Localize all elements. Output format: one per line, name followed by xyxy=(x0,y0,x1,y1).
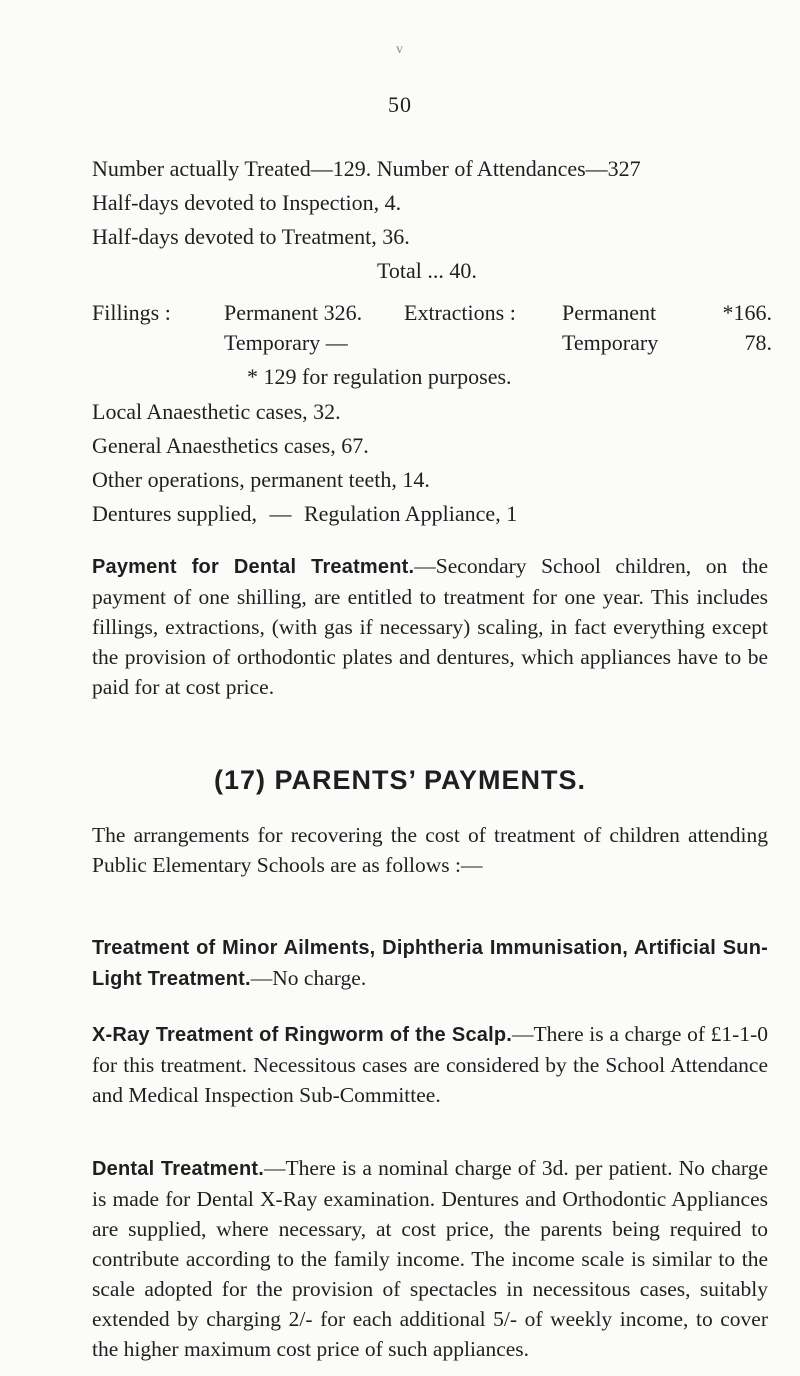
dentures-line xyxy=(92,497,772,531)
fillings-temporary: Temporary — xyxy=(224,330,348,355)
minor-ailments-paragraph xyxy=(92,932,768,994)
dental-text: —There is a nominal charge of 3d. per patient. No charge is made for Dental X-Ray examination. Dentures and Orthodontic Appliances are supplied, where necessary, at cost price, the parents being required to contribute according to the family income. The income scale is similar to the scale adopted for the provision of spectacles in necessitous cases, suitably extended by charging 2/- for each additional 5/- of weekly income, to cover the higher maximum cost price of such appliances. xyxy=(92,1156,768,1361)
extractions-label: Extractions : xyxy=(404,300,516,325)
xray-text: —There is a charge of £1-1-0 for this treatment. Necessitous cases are considered by the School Attendance and Medical Inspection Sub-Committee. xyxy=(92,1022,768,1107)
payment-paragraph xyxy=(92,551,768,702)
fillings-row-temporary xyxy=(92,328,772,358)
minor-ailments-heading: Treatment of Minor Ailments, Diphtheria Immunisation, Artificial Sun-Light Treatment. xyxy=(92,937,768,990)
dental-paragraph xyxy=(92,1153,768,1364)
local-anaesthetic-line: Local Anaesthetic cases, 32. xyxy=(92,399,341,424)
fillings-extractions-table xyxy=(92,298,772,392)
dentures-supplied: Dentures supplied, xyxy=(92,501,257,526)
regulation-note: * 129 for regulation purposes. xyxy=(247,364,512,389)
page-mark: v xyxy=(396,42,403,57)
minor-ailments-text: —No charge. xyxy=(250,966,367,990)
other-operations-line: Other operations, permanent teeth, 14. xyxy=(92,467,430,492)
arrangements-paragraph xyxy=(92,820,768,880)
payment-text: —Secondary School children, on the payment of one shilling, are entitled to treatment for one year. This includes fillings, extractions, (with gas if necessary) scaling, in fact everything except the provision of orthodontic plates and dentures, which appliances have to be paid for at cost price. xyxy=(92,554,769,699)
stats-treatment-line: Half-days devoted to Treatment, 36. xyxy=(92,224,410,249)
extractions-temporary-label: Temporary xyxy=(562,330,659,355)
arrangements-text: The arrangements for recovering the cost of treatment of children attending Public Elementary Schools are as follows :— xyxy=(92,823,768,877)
section-heading: (17) PARENTS’ PAYMENTS. xyxy=(213,765,587,795)
payment-heading: Payment for Dental Treatment. xyxy=(92,556,415,578)
fillings-label: Fillings : xyxy=(92,300,171,325)
general-anaesthetic-line: General Anaesthetics cases, 67. xyxy=(92,433,369,458)
fillings-row-permanent xyxy=(92,298,772,328)
fillings-permanent: Permanent 326. xyxy=(224,300,363,325)
xray-paragraph xyxy=(92,1019,768,1110)
extractions-temporary-value: 78. xyxy=(744,330,772,355)
dentures-dash: — xyxy=(269,501,292,526)
anaesthetic-cases xyxy=(92,395,772,531)
xray-heading: X-Ray Treatment of Ringworm of the Scalp. xyxy=(92,1024,513,1046)
stats-treated-line: Number actually Treated—129. Number of Attendances—327 xyxy=(92,156,641,181)
treatment-statistics xyxy=(92,152,772,288)
page-number: 50 xyxy=(388,92,412,117)
dental-heading: Dental Treatment. xyxy=(92,1158,265,1180)
extractions-permanent-value: *166. xyxy=(722,300,772,325)
stats-total-line: Total ... 40. xyxy=(377,258,477,283)
regulation-appliance: Regulation Appliance, 1 xyxy=(303,501,518,526)
extractions-permanent-label: Permanent xyxy=(562,300,657,325)
stats-inspection-line: Half-days devoted to Inspection, 4. xyxy=(92,190,402,215)
